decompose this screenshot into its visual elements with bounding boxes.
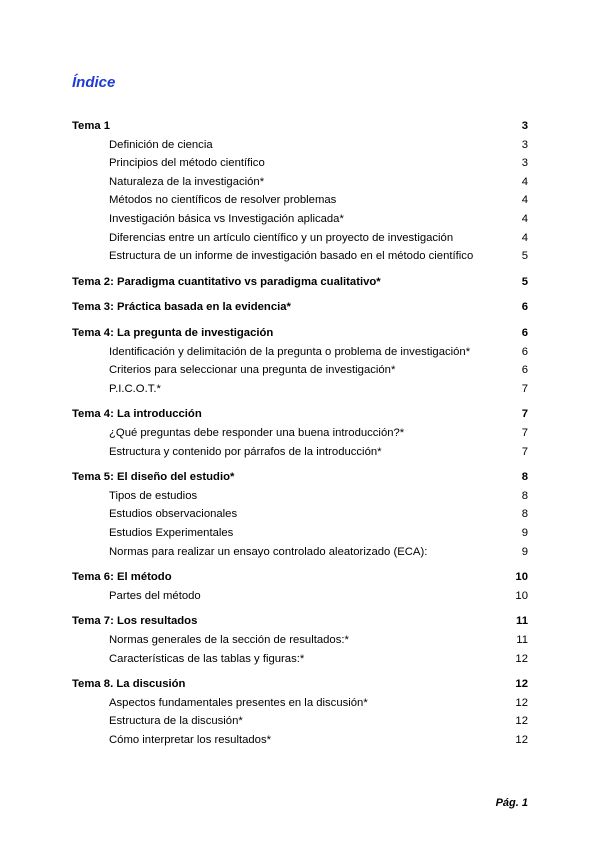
toc-entry-text: Tema 3: Práctica basada en la evidencia* [72,301,291,314]
toc-subentry[interactable] [72,487,528,505]
toc-subentry[interactable] [72,343,528,361]
toc-entry-text: Estudios Experimentales [109,527,234,539]
toc-entry-page: 9 [521,545,528,558]
toc-entry-text: Estructura de la discusión* [109,715,243,728]
toc-entry-text: Cómo interpretar los resultados* [109,734,271,746]
toc-entry-page: 7 [521,382,528,395]
toc-section-entry[interactable] [72,273,528,291]
toc-section-entry[interactable] [72,117,528,135]
toc-subentry[interactable] [72,247,528,265]
toc-entry-text: Estructura de un informe de investigación basado en el método científico [109,250,474,263]
toc-entry-text: P.I.C.O.T.* [109,382,161,395]
toc-subentry[interactable] [72,505,528,523]
toc-entry-text: Definición de ciencia [109,138,213,151]
toc-entry-text: Normas generales de la sección de resultados:* [109,634,349,646]
toc-subentry[interactable] [72,443,528,461]
toc-entry-text: Tema 5: El diseño del estudio* [72,471,235,484]
toc-subentry[interactable] [72,210,528,228]
toc-entry-text: Criterios para seleccionar una pregunta de investigación* [109,364,396,377]
toc-subentry[interactable] [72,524,528,542]
toc-entry-text: Métodos no científicos de resolver problemas [109,194,337,207]
toc-subentry[interactable] [72,136,528,154]
toc-entry-text: Tema 4: La introducción [72,408,202,421]
toc-entry-text: Características de las tablas y figuras:* [109,652,305,665]
toc-subentry[interactable] [72,543,528,561]
toc-entry-page: 12 [515,696,528,709]
toc-entry-page: 6 [521,364,528,377]
toc-entry-text: ¿Qué preguntas debe responder una buena introducción?* [109,427,405,439]
toc-subentry[interactable] [72,154,528,172]
toc-subentry[interactable] [72,229,528,247]
toc-section-entry[interactable] [72,568,528,586]
toc-entry-page: 3 [521,157,528,170]
toc-entry-text: Aspectos fundamentales presentes en la discusión* [109,696,368,709]
toc-entry-text: Estudios observacionales [109,508,238,521]
toc-entry-page: 7 [521,445,528,458]
toc-entry-page: 8 [521,508,528,521]
toc-entry-page: 12 [515,715,528,728]
toc-entry-page: 4 [521,213,528,225]
toc-entry-page: 9 [521,527,528,539]
toc-subentry[interactable] [72,380,528,398]
toc-entry-text: Tema 6: El método [72,571,172,584]
toc-entry-text: Partes del método [109,589,201,602]
toc-subentry[interactable] [72,631,528,649]
toc-entry-page: 4 [521,194,528,207]
toc-entry-page: 6 [521,327,528,339]
toc-entry-text: Tipos de estudios [109,489,198,502]
toc-subentry[interactable] [72,587,528,605]
toc-entry-text: Tema 8. La discusión [72,678,186,691]
toc-entry-page: 10 [515,589,528,602]
toc-entry-text: Tema 7: Los resultados [72,615,198,628]
toc-entry-page: 11 [516,615,528,628]
toc-title: Índice [72,74,116,91]
toc-subentry[interactable] [72,361,528,379]
toc-entry-page: 7 [521,408,528,421]
toc-entry-text: Tema 2: Paradigma cuantitativo vs paradigma cualitativo* [72,275,381,288]
toc-entry-page: 8 [521,489,528,502]
toc-entry-page: 5 [521,250,528,263]
toc-section-entry[interactable] [72,324,528,342]
toc-subentry[interactable] [72,173,528,191]
toc-subentry[interactable] [72,191,528,209]
toc-entry-page: 4 [521,231,528,244]
toc-entry-page: 7 [521,427,528,439]
toc-section-entry[interactable] [72,298,528,316]
toc-entry-text: Diferencias entre un artículo científico y un proyecto de investigación [109,231,454,244]
toc-entry-page: 11 [516,634,528,646]
toc-entry-text: Principios del método científico [109,157,265,170]
toc-subentry[interactable] [72,424,528,442]
toc-entry-page: 12 [515,734,528,746]
toc-entry-text: Identificación y delimitación de la pregunta o problema de investigación* [109,345,471,358]
toc-entry-page: 5 [521,275,528,288]
toc-subentry[interactable] [72,650,528,668]
toc-entry-page: 3 [521,120,528,132]
toc-entry-page: 12 [515,652,528,665]
toc-subentry[interactable] [72,712,528,730]
toc-entry-page: 4 [521,175,528,188]
toc-section-entry[interactable] [72,612,528,630]
toc-entry-page: 3 [521,138,528,151]
toc-entry-page: 6 [521,301,528,314]
toc-entry-text: Tema 4: La pregunta de investigación [72,327,274,339]
toc-section-entry[interactable] [72,675,528,693]
toc-section-entry[interactable] [72,405,528,423]
page-number: Pág. 1 [495,797,528,809]
toc-entry-page: 10 [515,571,528,584]
toc-subentry[interactable] [72,694,528,712]
toc-entry-page: 8 [521,471,528,484]
toc-entry-page: 6 [521,345,528,358]
toc-entry-text: Normas para realizar un ensayo controlado aleatorizado (ECA): [109,545,428,558]
toc-entry-text: Tema 1 [72,120,111,132]
toc-subentry[interactable] [72,731,528,749]
toc-entry-page: 12 [515,678,528,691]
toc-entry-text: Naturaleza de la investigación* [109,175,265,188]
toc-entry-text: Estructura y contenido por párrafos de la introducción* [109,445,382,458]
toc-section-entry[interactable] [72,468,528,486]
toc-entry-text: Investigación básica vs Investigación aplicada* [109,213,344,225]
